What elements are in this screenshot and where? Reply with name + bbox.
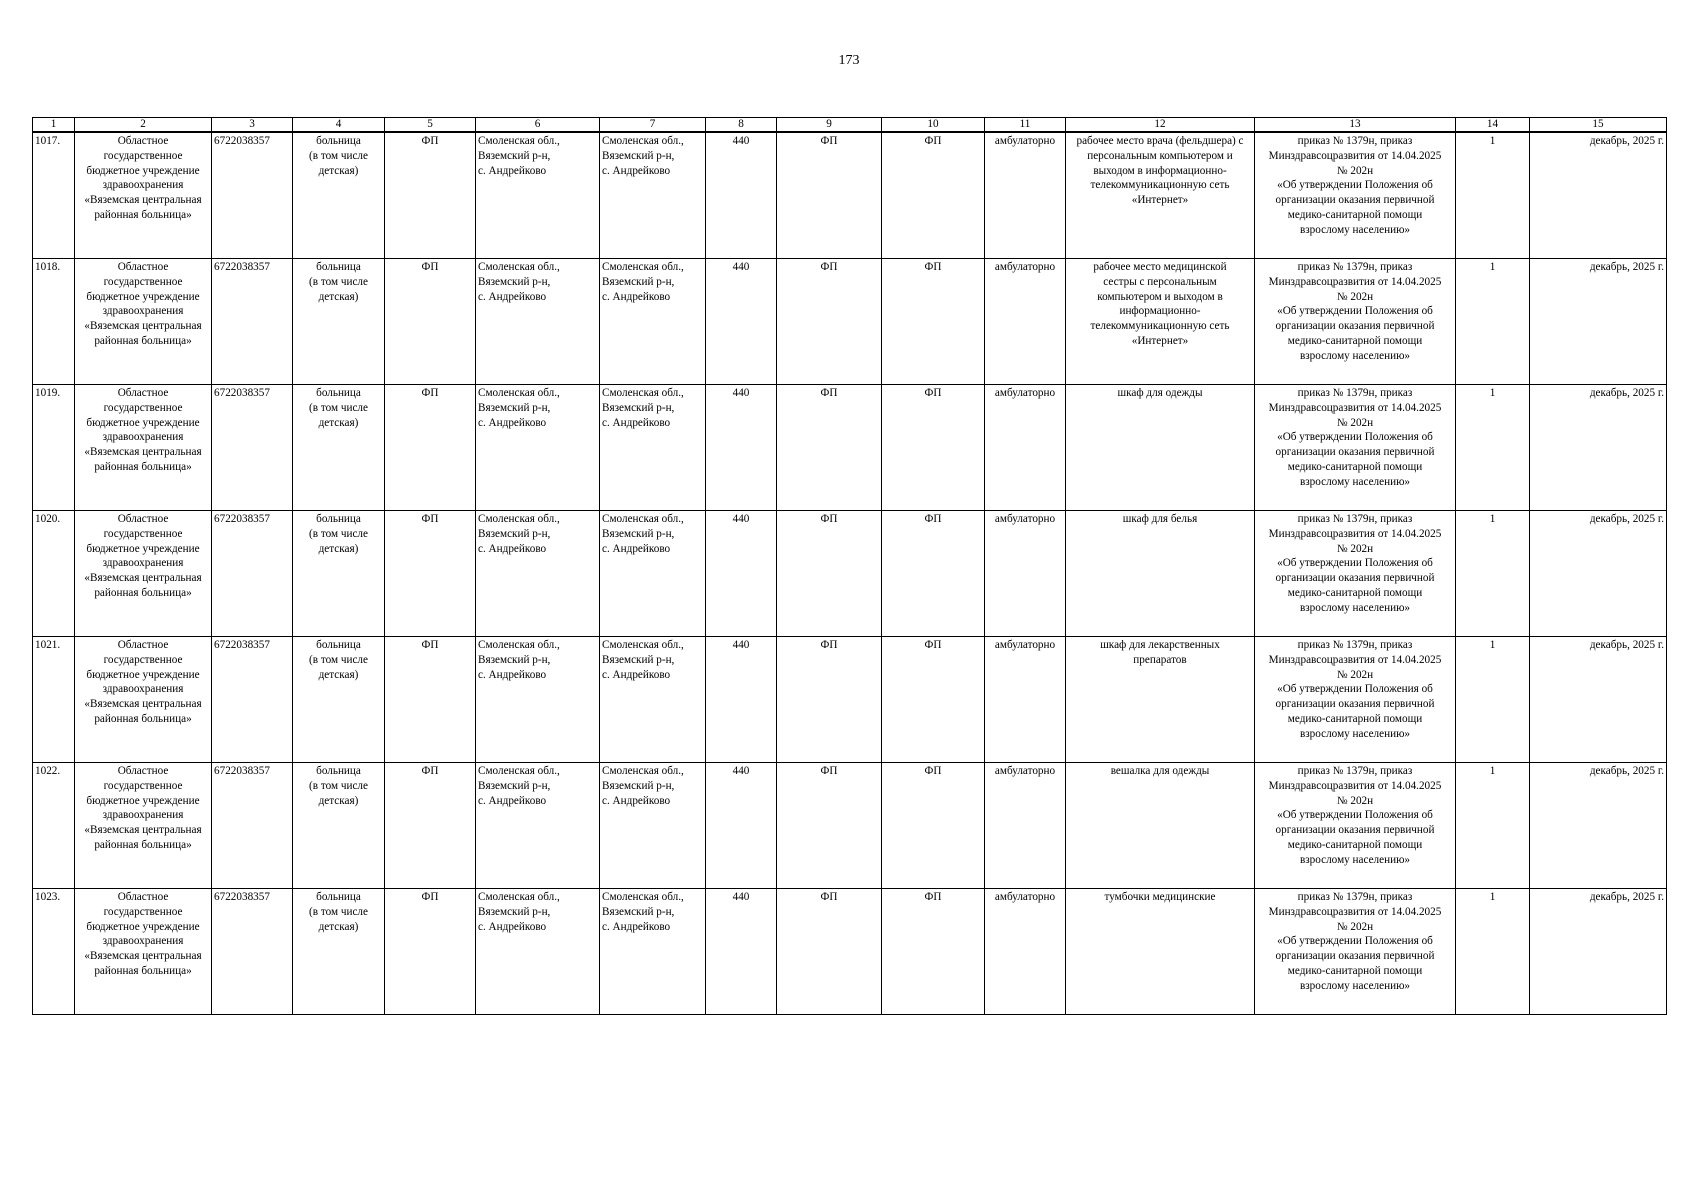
quantity-cell: 1 [1456,637,1530,763]
column-number-header: 15 [1530,118,1667,133]
table-row [33,637,1667,763]
inn-cell: 6722038357 [212,132,293,259]
unit-cell: ФП [777,511,882,637]
unit-type-cell: ФП [385,763,476,889]
order-reference-cell: приказ № 1379н, приказ Минздравсоцразвития от 14.04.2025 № 202н «Об утверждении Положения об организации оказания первичной медико-санитарной помощи взрослому населению» [1255,385,1456,511]
unit-cell: ФП [777,637,882,763]
unit-cell: ФП [777,259,882,385]
code-cell: 440 [706,511,777,637]
column-number-header: 7 [600,118,706,133]
address-cell: Смоленская обл., Вяземский р-н, с. Андрейково [476,132,600,259]
column-number-header: 3 [212,118,293,133]
address-cell: Смоленская обл., Вяземский р-н, с. Андрейково [476,637,600,763]
column-number-header: 11 [985,118,1066,133]
quantity-cell: 1 [1456,889,1530,1015]
care-condition-cell: амбулаторно [985,511,1066,637]
inn-cell: 6722038357 [212,889,293,1015]
row-number-cell: 1019. [33,385,75,511]
division-cell: ФП [882,259,985,385]
code-cell: 440 [706,889,777,1015]
unit-cell: ФП [777,385,882,511]
location-address-cell: Смоленская обл., Вяземский р-н, с. Андрейково [600,763,706,889]
facility-type-cell: больница (в том числе детская) [293,385,385,511]
table-row [33,763,1667,889]
column-number-header: 13 [1255,118,1456,133]
order-reference-cell: приказ № 1379н, приказ Минздравсоцразвития от 14.04.2025 № 202н «Об утверждении Положения об организации оказания первичной медико-санитарной помощи взрослому населению» [1255,889,1456,1015]
row-number-cell: 1022. [33,763,75,889]
facility-type-cell: больница (в том числе детская) [293,763,385,889]
organization-cell: Областное государственное бюджетное учреждение здравоохранения «Вяземская центральная районная больница» [75,511,212,637]
organization-cell: Областное государственное бюджетное учреждение здравоохранения «Вяземская центральная районная больница» [75,385,212,511]
column-number-header: 12 [1066,118,1255,133]
equipment-cell: шкаф для лекарственных препаратов [1066,637,1255,763]
date-cell: декабрь, 2025 г. [1530,763,1667,889]
inn-cell: 6722038357 [212,637,293,763]
equipment-table [32,117,1667,1015]
division-cell: ФП [882,889,985,1015]
column-number-header: 8 [706,118,777,133]
page-number: 173 [838,53,860,68]
address-cell: Смоленская обл., Вяземский р-н, с. Андрейково [476,763,600,889]
unit-type-cell: ФП [385,889,476,1015]
column-number-row [33,118,1667,133]
care-condition-cell: амбулаторно [985,132,1066,259]
quantity-cell: 1 [1456,132,1530,259]
column-number-header: 2 [75,118,212,133]
row-number-cell: 1017. [33,132,75,259]
address-cell: Смоленская обл., Вяземский р-н, с. Андрейково [476,511,600,637]
organization-cell: Областное государственное бюджетное учреждение здравоохранения «Вяземская центральная районная больница» [75,132,212,259]
organization-cell: Областное государственное бюджетное учреждение здравоохранения «Вяземская центральная районная больница» [75,637,212,763]
quantity-cell: 1 [1456,511,1530,637]
order-reference-cell: приказ № 1379н, приказ Минздравсоцразвития от 14.04.2025 № 202н «Об утверждении Положения об организации оказания первичной медико-санитарной помощи взрослому населению» [1255,763,1456,889]
unit-type-cell: ФП [385,637,476,763]
division-cell: ФП [882,511,985,637]
unit-type-cell: ФП [385,132,476,259]
date-cell: декабрь, 2025 г. [1530,132,1667,259]
division-cell: ФП [882,637,985,763]
date-cell: декабрь, 2025 г. [1530,385,1667,511]
table-row [33,511,1667,637]
date-cell: декабрь, 2025 г. [1530,511,1667,637]
facility-type-cell: больница (в том числе детская) [293,637,385,763]
column-number-header: 1 [33,118,75,133]
location-address-cell: Смоленская обл., Вяземский р-н, с. Андрейково [600,385,706,511]
code-cell: 440 [706,132,777,259]
table-row [33,385,1667,511]
row-number-cell: 1018. [33,259,75,385]
care-condition-cell: амбулаторно [985,259,1066,385]
column-number-header: 14 [1456,118,1530,133]
location-address-cell: Смоленская обл., Вяземский р-н, с. Андрейково [600,511,706,637]
code-cell: 440 [706,637,777,763]
equipment-cell: рабочее место врача (фельдшера) с персональным компьютером и выходом в информационно- телекоммуникационную сеть «Интернет» [1066,132,1255,259]
table-row [33,889,1667,1015]
location-address-cell: Смоленская обл., Вяземский р-н, с. Андрейково [600,259,706,385]
location-address-cell: Смоленская обл., Вяземский р-н, с. Андрейково [600,889,706,1015]
quantity-cell: 1 [1456,259,1530,385]
order-reference-cell: приказ № 1379н, приказ Минздравсоцразвития от 14.04.2025 № 202н «Об утверждении Положения об организации оказания первичной медико-санитарной помощи взрослому населению» [1255,132,1456,259]
column-number-header: 10 [882,118,985,133]
column-number-header: 6 [476,118,600,133]
table-row [33,132,1667,259]
code-cell: 440 [706,763,777,889]
address-cell: Смоленская обл., Вяземский р-н, с. Андрейково [476,385,600,511]
table-row [33,259,1667,385]
facility-type-cell: больница (в том числе детская) [293,889,385,1015]
row-number-cell: 1020. [33,511,75,637]
equipment-cell: тумбочки медицинские [1066,889,1255,1015]
facility-type-cell: больница (в том числе детская) [293,511,385,637]
column-number-header: 4 [293,118,385,133]
care-condition-cell: амбулаторно [985,385,1066,511]
date-cell: декабрь, 2025 г. [1530,259,1667,385]
row-number-cell: 1023. [33,889,75,1015]
unit-type-cell: ФП [385,511,476,637]
division-cell: ФП [882,763,985,889]
equipment-cell: вешалка для одежды [1066,763,1255,889]
organization-cell: Областное государственное бюджетное учреждение здравоохранения «Вяземская центральная районная больница» [75,259,212,385]
care-condition-cell: амбулаторно [985,637,1066,763]
column-number-header: 5 [385,118,476,133]
equipment-cell: шкаф для одежды [1066,385,1255,511]
division-cell: ФП [882,132,985,259]
unit-cell: ФП [777,132,882,259]
order-reference-cell: приказ № 1379н, приказ Минздравсоцразвития от 14.04.2025 № 202н «Об утверждении Положения об организации оказания первичной медико-санитарной помощи взрослому населению» [1255,637,1456,763]
care-condition-cell: амбулаторно [985,763,1066,889]
inn-cell: 6722038357 [212,259,293,385]
order-reference-cell: приказ № 1379н, приказ Минздравсоцразвития от 14.04.2025 № 202н «Об утверждении Положения об организации оказания первичной медико-санитарной помощи взрослому населению» [1255,511,1456,637]
code-cell: 440 [706,259,777,385]
order-reference-cell: приказ № 1379н, приказ Минздравсоцразвития от 14.04.2025 № 202н «Об утверждении Положения об организации оказания первичной медико-санитарной помощи взрослому населению» [1255,259,1456,385]
unit-type-cell: ФП [385,259,476,385]
facility-type-cell: больница (в том числе детская) [293,132,385,259]
location-address-cell: Смоленская обл., Вяземский р-н, с. Андрейково [600,637,706,763]
unit-type-cell: ФП [385,385,476,511]
care-condition-cell: амбулаторно [985,889,1066,1015]
unit-cell: ФП [777,763,882,889]
address-cell: Смоленская обл., Вяземский р-н, с. Андрейково [476,889,600,1015]
inn-cell: 6722038357 [212,385,293,511]
organization-cell: Областное государственное бюджетное учреждение здравоохранения «Вяземская центральная районная больница» [75,889,212,1015]
code-cell: 440 [706,385,777,511]
equipment-cell: шкаф для белья [1066,511,1255,637]
row-number-cell: 1021. [33,637,75,763]
equipment-cell: рабочее место медицинской сестры с персональным компьютером и выходом в информационно- телекоммуникационную сеть «Интернет» [1066,259,1255,385]
organization-cell: Областное государственное бюджетное учреждение здравоохранения «Вяземская центральная районная больница» [75,763,212,889]
address-cell: Смоленская обл., Вяземский р-н, с. Андрейково [476,259,600,385]
inn-cell: 6722038357 [212,763,293,889]
location-address-cell: Смоленская обл., Вяземский р-н, с. Андрейково [600,132,706,259]
date-cell: декабрь, 2025 г. [1530,637,1667,763]
date-cell: декабрь, 2025 г. [1530,889,1667,1015]
inn-cell: 6722038357 [212,511,293,637]
facility-type-cell: больница (в том числе детская) [293,259,385,385]
quantity-cell: 1 [1456,385,1530,511]
column-number-header: 9 [777,118,882,133]
unit-cell: ФП [777,889,882,1015]
quantity-cell: 1 [1456,763,1530,889]
division-cell: ФП [882,385,985,511]
